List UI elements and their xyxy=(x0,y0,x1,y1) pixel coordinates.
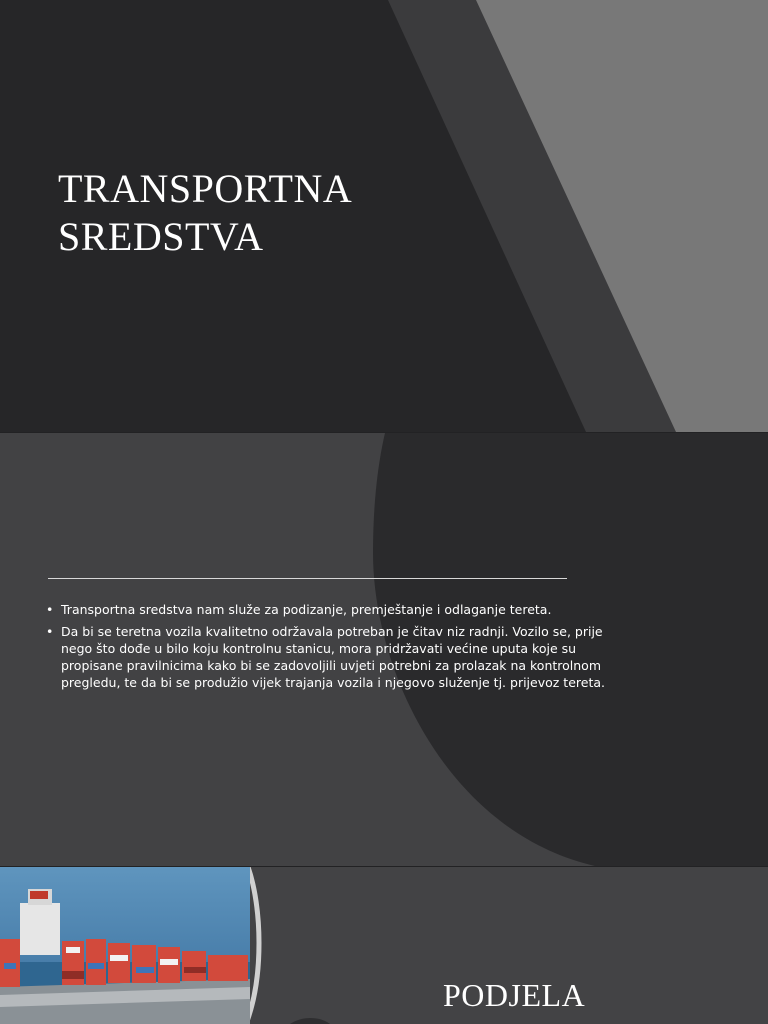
section-slide xyxy=(0,867,768,1024)
bullet-text: Da bi se teretna vozila kvalitetno održavala potreban je čitav niz radnji. Vozilo se, prije nego što dođe u bilo koju kontrolnu stanicu, mora pridržavati većine uputa koje su propisane pravilnicima kako bi se zadovoljili uvjeti potrebni za prolazak na kontrolnom pregledu, te da bi se produžio vijek trajanja vozila i njegovo služenje tj. prijevoz tereta. xyxy=(61,624,605,690)
title-slide xyxy=(0,0,768,432)
bullet-item xyxy=(46,623,616,691)
section-title: PODJELA xyxy=(443,977,586,1013)
bullet-icon: • xyxy=(46,624,54,639)
title-line-2: SREDSTVA xyxy=(58,214,264,259)
title-line-1: TRANSPORTNA xyxy=(58,166,353,211)
bullet-item xyxy=(46,601,616,618)
container-ship-image xyxy=(0,867,250,1024)
slide-title xyxy=(58,165,352,261)
bullet-text: Transportna sredstva nam služe za podizanje, premještanje i odlaganje tereta. xyxy=(61,602,552,617)
bullet-icon: • xyxy=(46,602,54,617)
title-divider-line xyxy=(48,578,567,579)
content-slide xyxy=(0,433,768,866)
bullet-list xyxy=(46,601,616,696)
